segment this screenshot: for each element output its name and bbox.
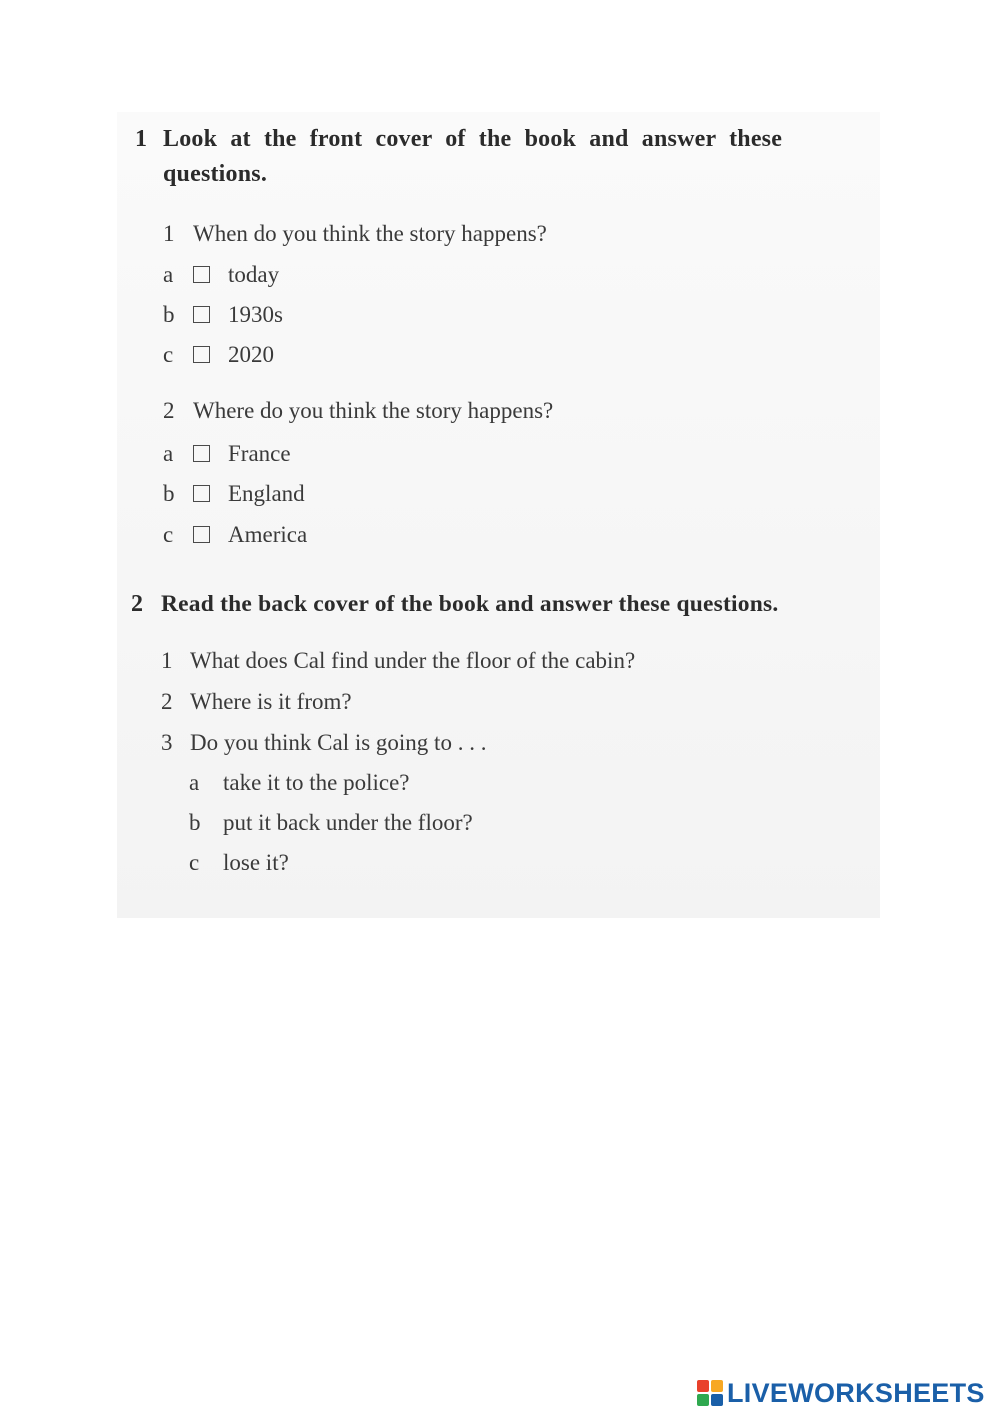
- option-text: France: [228, 441, 291, 466]
- option-letter: c: [163, 342, 174, 367]
- liveworksheets-brand[interactable]: [697, 1379, 985, 1407]
- option-letter: a: [163, 441, 174, 466]
- brand-name: LIVEWORKSHEETS: [727, 1377, 985, 1408]
- logo-tile: [697, 1380, 709, 1392]
- question-number: 2: [161, 689, 173, 714]
- logo-tile: [697, 1394, 709, 1406]
- option-letter: b: [163, 302, 175, 327]
- option-text: America: [228, 522, 308, 547]
- liveworksheets-logo-icon: [697, 1380, 723, 1406]
- option-text: 2020: [228, 342, 274, 367]
- sub-option-letter: a: [189, 770, 200, 795]
- question-number: 2: [163, 398, 175, 423]
- answer-checkbox[interactable]: [193, 346, 210, 363]
- option-text: 1930s: [228, 302, 283, 327]
- answer-checkbox[interactable]: [193, 526, 210, 543]
- answer-checkbox[interactable]: [193, 306, 210, 323]
- option-text: England: [228, 481, 305, 506]
- sub-option-text: take it to the police?: [223, 770, 410, 795]
- question-text: What does Cal find under the floor of the cabin?: [190, 648, 636, 673]
- answer-checkbox[interactable]: [193, 485, 210, 502]
- sub-option-letter: c: [189, 850, 200, 875]
- question-number: 3: [161, 730, 173, 755]
- question-number: 1: [161, 648, 173, 673]
- question-text: When do you think the story happens?: [193, 221, 547, 246]
- option-text: today: [228, 262, 280, 287]
- option-letter: b: [163, 481, 175, 506]
- sub-option-letter: b: [189, 810, 201, 835]
- question-text: Where do you think the story happens?: [193, 398, 554, 423]
- section1-heading-line1: Look at the front cover of the book and answer these: [163, 126, 783, 152]
- logo-tile: [711, 1394, 723, 1406]
- sub-option-text: put it back under the floor?: [223, 810, 473, 835]
- section2-number: 2: [131, 591, 144, 617]
- section2-heading: Read the back cover of the book and answer these questions.: [161, 591, 779, 617]
- option-letter: a: [163, 262, 174, 287]
- answer-checkbox[interactable]: [193, 445, 210, 462]
- option-letter: c: [163, 522, 174, 547]
- sub-option-text: lose it?: [223, 850, 289, 875]
- question-text: Where is it from?: [190, 689, 352, 714]
- question-number: 1: [163, 221, 175, 246]
- question-text: Do you think Cal is going to . . .: [190, 730, 487, 755]
- section1-number: 1: [135, 126, 148, 152]
- section1-heading-line2: questions.: [163, 161, 268, 187]
- logo-tile: [711, 1380, 723, 1392]
- answer-checkbox[interactable]: [193, 266, 210, 283]
